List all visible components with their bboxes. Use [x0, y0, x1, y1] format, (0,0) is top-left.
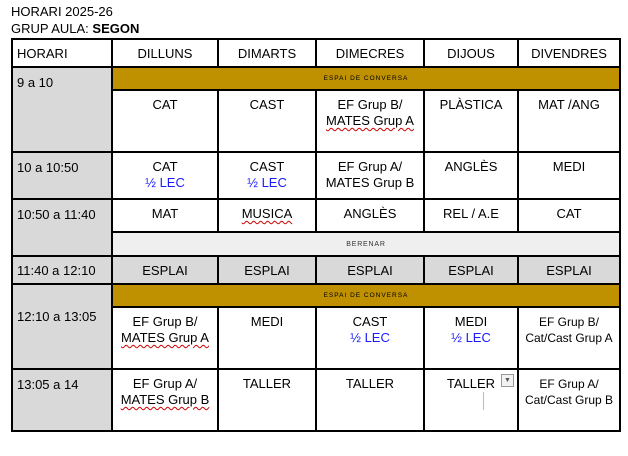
class-label: EF Grup B/	[337, 97, 403, 112]
class-cell[interactable]	[518, 369, 620, 431]
class-label: MEDI	[250, 314, 284, 329]
class-label-2: MATES Grup A	[326, 113, 414, 128]
time-cell: 12:10 a 13:05	[12, 284, 112, 369]
class-label: PLÀSTICA	[439, 97, 503, 112]
header-horari: HORARI	[12, 39, 112, 67]
table-row	[12, 152, 620, 199]
time-cell: 13:05 a 14	[12, 369, 112, 431]
group-line	[11, 21, 139, 36]
class-cell[interactable]	[424, 307, 518, 369]
class-label: EF Grup A/	[132, 376, 198, 391]
class-label: EF Grup A/	[337, 159, 403, 174]
class-label: CAST	[249, 159, 285, 174]
header-dimarts: DIMARTS	[218, 39, 316, 67]
class-cell[interactable]	[518, 152, 620, 199]
class-cell[interactable]: ESPLAI	[218, 256, 316, 284]
class-label: CAST	[352, 314, 388, 329]
class-label: CAT	[152, 97, 178, 112]
class-cell[interactable]	[424, 369, 518, 431]
berenar-band: BERENAR	[112, 232, 620, 256]
class-label: MEDI	[552, 159, 586, 174]
time-cell: 10 a 10:50	[12, 152, 112, 199]
document-title: HORARI 2025-26	[11, 4, 113, 19]
timetable	[11, 38, 621, 432]
class-cell[interactable]: ESPLAI	[316, 256, 424, 284]
class-cell[interactable]	[316, 152, 424, 199]
class-cell[interactable]	[518, 307, 620, 369]
class-cell[interactable]	[424, 152, 518, 199]
class-cell[interactable]	[424, 199, 518, 232]
class-cell[interactable]: ESPLAI	[424, 256, 518, 284]
class-cell[interactable]	[316, 199, 424, 232]
class-label: ANGLÈS	[343, 206, 397, 221]
class-cell[interactable]	[316, 90, 424, 152]
class-cell[interactable]	[424, 90, 518, 152]
class-label: MAT /ANG	[538, 97, 600, 112]
class-label: TALLER	[446, 376, 496, 391]
class-label: MEDI	[454, 314, 488, 329]
class-label: REL / A.E	[443, 206, 499, 221]
class-label: EF Grup B/	[538, 315, 600, 329]
class-cell[interactable]	[218, 369, 316, 431]
class-label: CAT	[152, 159, 178, 174]
class-label-2: Cat/Cast Grup B	[524, 393, 614, 407]
class-cell[interactable]: ESPLAI	[112, 256, 218, 284]
lec-label: ½ LEC	[247, 175, 287, 190]
time-cell: 11:40 a 12:10	[12, 256, 112, 284]
class-label: TALLER	[345, 376, 395, 391]
header-dijous: DIJOUS	[424, 39, 518, 67]
class-label: MAT	[151, 206, 179, 221]
class-cell[interactable]	[518, 199, 620, 232]
group-name: SEGON	[92, 21, 140, 36]
group-label: GRUP AULA:	[11, 21, 89, 36]
header-row	[12, 39, 620, 67]
class-cell[interactable]	[112, 369, 218, 431]
class-label-2: Cat/Cast Grup A	[525, 331, 613, 345]
text-cursor	[483, 392, 484, 410]
class-cell[interactable]	[112, 90, 218, 152]
class-cell[interactable]	[316, 307, 424, 369]
class-cell[interactable]	[218, 90, 316, 152]
header-divendres: DIVENDRES	[518, 39, 620, 67]
table-row	[12, 369, 620, 431]
class-cell[interactable]	[316, 369, 424, 431]
lec-label: ½ LEC	[145, 175, 185, 190]
conversa-band: ESPAI DE CONVERSA	[112, 284, 620, 307]
class-label: ANGLÈS	[444, 159, 498, 174]
conversa-band: ESPAI DE CONVERSA	[112, 67, 620, 90]
class-cell[interactable]	[112, 152, 218, 199]
class-label: CAT	[556, 206, 582, 221]
class-label-2: MATES Grup A	[121, 330, 209, 345]
class-label: CAST	[249, 97, 285, 112]
class-cell[interactable]	[112, 307, 218, 369]
class-cell[interactable]	[112, 199, 218, 232]
dropdown-arrow-icon[interactable]: ▼	[501, 374, 514, 387]
time-cell: 10:50 a 11:40	[12, 199, 112, 256]
class-label: EF Grup A/	[539, 377, 599, 391]
lec-label: ½ LEC	[350, 330, 390, 345]
time-cell: 9 a 10	[12, 67, 112, 152]
class-cell[interactable]	[218, 199, 316, 232]
class-cell[interactable]	[518, 90, 620, 152]
class-label: TALLER	[242, 376, 292, 391]
class-label-2: MATES Grup B	[120, 392, 210, 407]
table-row	[12, 67, 620, 90]
class-label: MUSICA	[241, 206, 293, 221]
table-row	[12, 256, 620, 284]
class-label-2: MATES Grup B	[325, 175, 415, 190]
class-cell[interactable]	[218, 152, 316, 199]
class-cell[interactable]	[218, 307, 316, 369]
header-dimecres: DIMECRES	[316, 39, 424, 67]
lec-label: ½ LEC	[451, 330, 491, 345]
table-row	[12, 284, 620, 307]
header-dilluns: DILLUNS	[112, 39, 218, 67]
class-label: EF Grup B/	[132, 314, 198, 329]
class-cell[interactable]: ESPLAI	[518, 256, 620, 284]
table-row	[12, 199, 620, 232]
